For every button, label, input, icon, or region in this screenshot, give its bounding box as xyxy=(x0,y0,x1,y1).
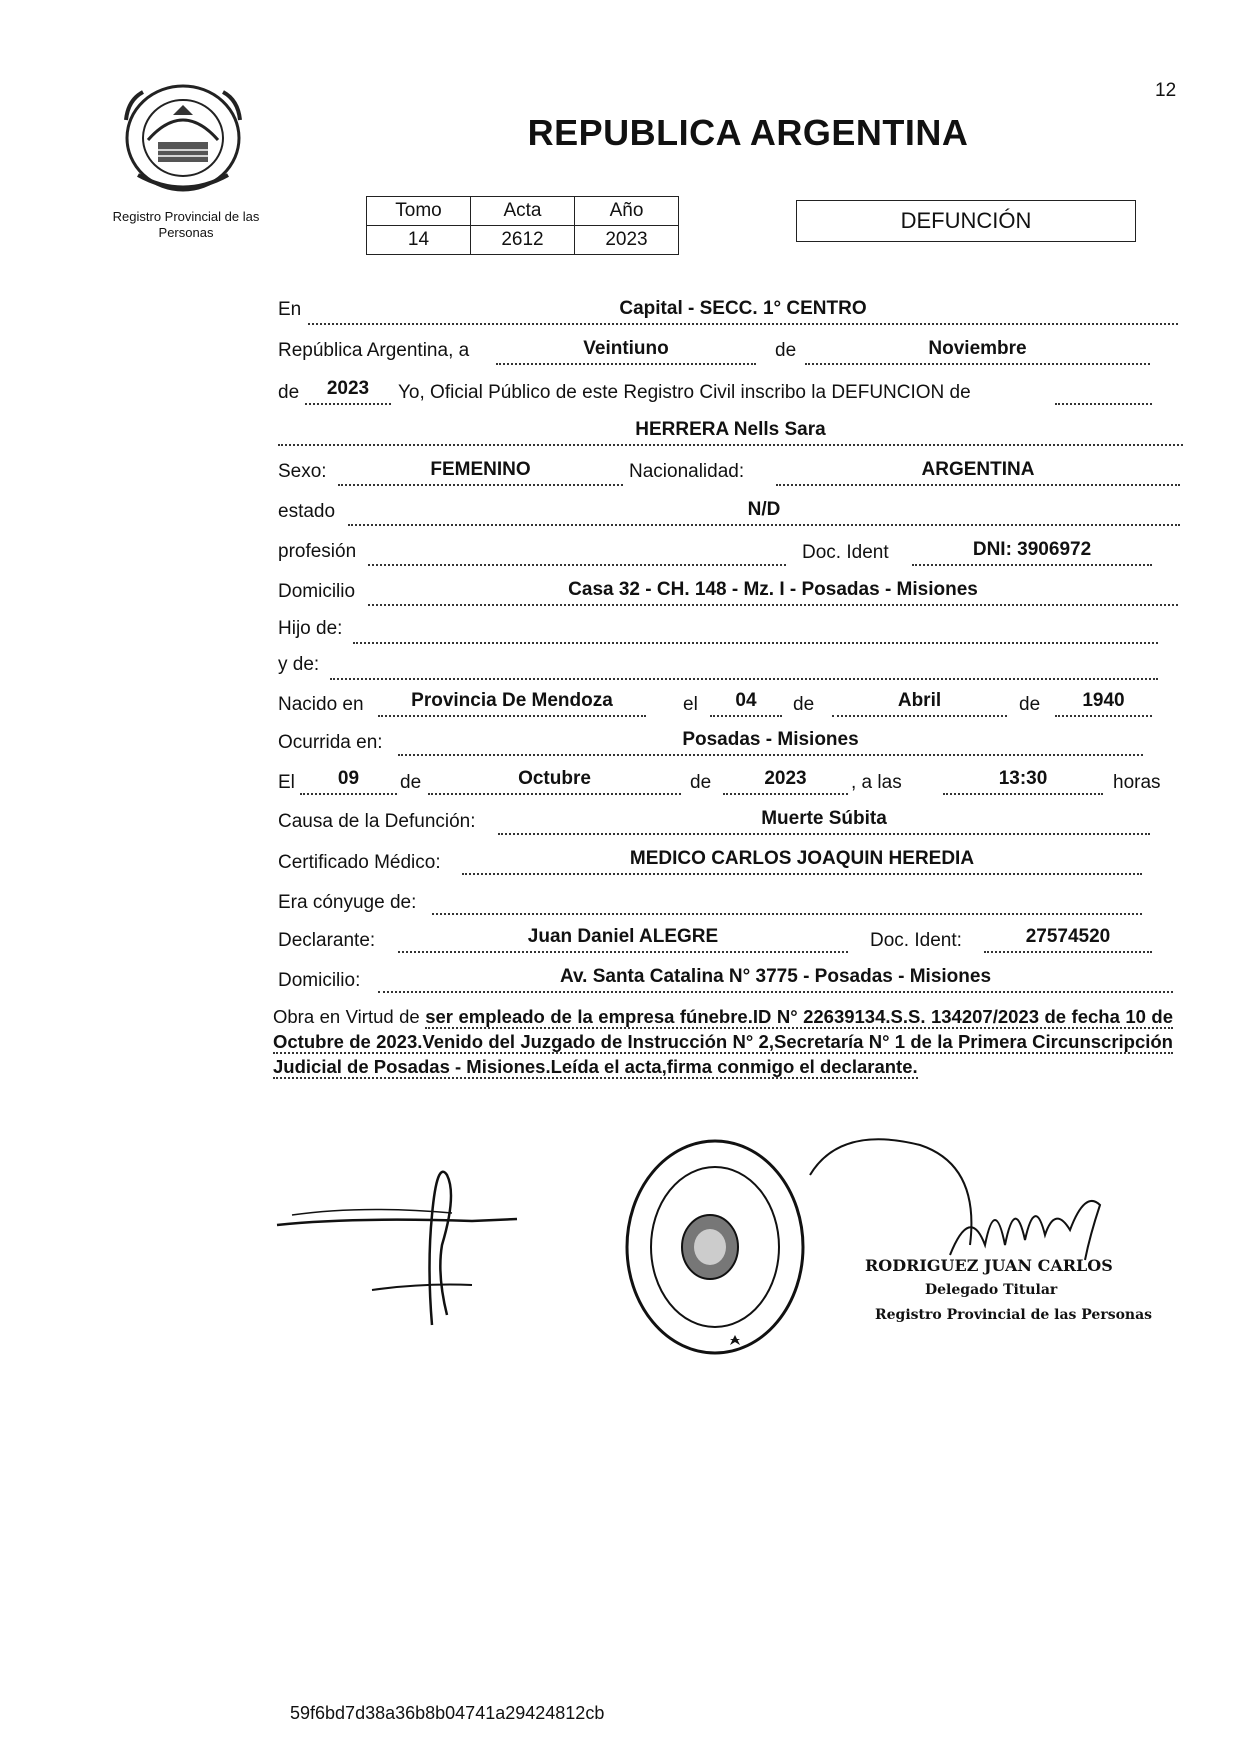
declarante-field: Juan Daniel ALEGRE xyxy=(398,926,848,953)
causa-label: Causa de la Defunción: xyxy=(278,811,476,832)
republica-label: República Argentina, a xyxy=(278,340,470,361)
birth-day-field: 04 xyxy=(710,690,782,717)
de-label-4: de xyxy=(400,772,422,793)
de-label-5: de xyxy=(690,772,712,793)
official-role: Delegado Titular xyxy=(925,1282,1058,1298)
horas-label: horas xyxy=(1113,772,1161,793)
official-registry: Registro Provincial de las Personas xyxy=(875,1307,1153,1323)
inscribe-text: Yo, Oficial Público de este Registro Civil inscribo la DEFUNCION de xyxy=(398,382,971,403)
certificado-label: Certificado Médico: xyxy=(278,852,441,873)
act-table-header-row xyxy=(367,197,679,226)
death-month-field: Octubre xyxy=(428,768,681,795)
act-value-acta: 2612 xyxy=(471,226,575,255)
declarant-signature xyxy=(272,1155,522,1335)
de-label-3: de xyxy=(1019,694,1041,715)
causa-field: Muerte Súbita xyxy=(498,808,1150,835)
nacido-label: Nacido en xyxy=(278,694,364,715)
de-label-2: de xyxy=(793,694,815,715)
obra-prefix: Obra en Virtud de xyxy=(273,1006,420,1027)
el-label: el xyxy=(683,694,698,715)
act-value-ano: 2023 xyxy=(575,226,679,255)
estado-field: N/D xyxy=(348,499,1180,526)
decl-dom-field: Av. Santa Catalina N° 3775 - Posadas - Misiones xyxy=(378,966,1173,993)
birth-month-field: Abril xyxy=(832,690,1007,717)
act-table-value-row xyxy=(367,226,679,255)
docident-field: DNI: 3906972 xyxy=(912,539,1152,566)
act-header-ano: Año xyxy=(575,197,679,226)
death-year-field: 2023 xyxy=(723,768,848,795)
birthplace-field: Provincia De Mendoza xyxy=(378,690,646,717)
hijo-field xyxy=(353,617,1158,644)
hijo-label: Hijo de: xyxy=(278,618,343,639)
certificado-field: MEDICO CARLOS JOAQUIN HEREDIA xyxy=(462,848,1142,875)
declarante-label: Declarante: xyxy=(278,930,376,951)
registry-label: Registro Provincial de las Personas xyxy=(112,209,260,240)
profesion-label: profesión xyxy=(278,541,357,562)
ocurrida-field: Posadas - Misiones xyxy=(398,729,1143,756)
death-time-field: 13:30 xyxy=(943,768,1103,795)
nacionalidad-field: ARGENTINA xyxy=(776,459,1180,486)
alas-label: , a las xyxy=(851,772,902,793)
el-label-2: El xyxy=(278,772,295,793)
day-field: Veintiuno xyxy=(496,338,756,365)
document-type-box: DEFUNCIÓN xyxy=(796,200,1136,242)
profesion-field xyxy=(368,539,786,566)
decl-doc-label: Doc. Ident: xyxy=(870,930,962,951)
place-field: Capital - SECC. 1° CENTRO xyxy=(308,298,1178,325)
estado-label: estado xyxy=(278,501,336,522)
docident-label: Doc. Ident xyxy=(802,542,889,563)
deceased-name-field: HERRERA Nells Sara xyxy=(278,419,1183,446)
conyuge-label: Era cónyuge de: xyxy=(278,892,417,913)
sexo-field: FEMENINO xyxy=(338,459,623,486)
year-prefix-label: de xyxy=(278,382,300,403)
birth-year-field: 1940 xyxy=(1055,690,1152,717)
month-field: Noviembre xyxy=(805,338,1150,365)
act-header-acta: Acta xyxy=(471,197,575,226)
ocurrida-label: Ocurrida en: xyxy=(278,732,383,753)
obra-text: ser empleado de la empresa fúnebre.ID N° 22639134.S.S. 134207/2023 de fecha 10 de Octubre de 2023.Venido del Juzgado de Instrucción N° 2,Secretaría N° 1 de la Primera Circunscripción Judicial de Posadas - Misiones.Leída el acta,firma conmigo el declarante. xyxy=(273,1006,1174,1077)
year-field: 2023 xyxy=(305,378,391,405)
act-header-tomo: Tomo xyxy=(367,197,471,226)
death-day-field: 09 xyxy=(300,768,397,795)
sexo-label: Sexo: xyxy=(278,461,327,482)
decl-doc-field: 27574520 xyxy=(984,926,1152,953)
official-stamp xyxy=(620,1135,810,1360)
en-label: En xyxy=(278,299,302,320)
de-label: de xyxy=(775,340,797,361)
official-name: RODRIGUEZ JUAN CARLOS xyxy=(865,1256,1113,1275)
document-hash: 59f6bd7d38a36b8b04741a29424812cb xyxy=(290,1703,605,1723)
domicilio-field: Casa 32 - CH. 148 - Mz. I - Posadas - Misiones xyxy=(368,579,1178,606)
act-table xyxy=(366,196,679,255)
nacionalidad-label: Nacionalidad: xyxy=(629,461,745,482)
act-value-tomo: 14 xyxy=(367,226,471,255)
yde-label: y de: xyxy=(278,654,320,675)
conyuge-field xyxy=(432,888,1142,915)
yde-field xyxy=(330,653,1158,680)
obra-paragraph xyxy=(273,1004,1173,1079)
decl-dom-label: Domicilio: xyxy=(278,970,361,991)
domicilio-label: Domicilio xyxy=(278,581,356,602)
page-title: REPUBLICA ARGENTINA xyxy=(527,112,969,153)
inscribe-trail xyxy=(1055,378,1152,405)
page-number: 12 xyxy=(1155,80,1177,101)
